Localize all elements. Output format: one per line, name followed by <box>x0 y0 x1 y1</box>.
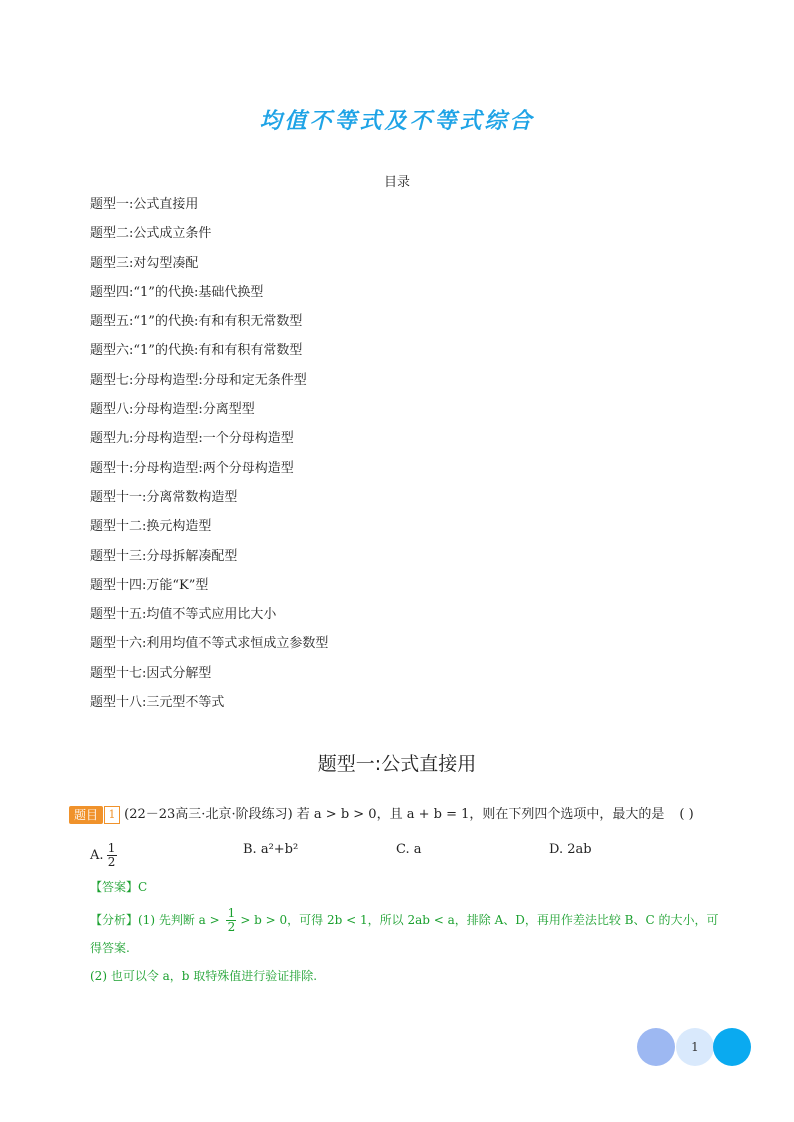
option-c: C. a <box>396 842 422 857</box>
document-title: 均值不等式及不等式综合 <box>259 108 535 134</box>
section-title: 题型一:公式直接用 <box>317 753 477 775</box>
page-decoration-circle <box>713 1028 751 1066</box>
toc-item[interactable]: 题型十四:万能“K”型 <box>90 577 209 593</box>
toc-item[interactable]: 题型十二:换元构造型 <box>90 519 212 535</box>
question-stem <box>69 805 705 825</box>
toc-item[interactable]: 题型二:公式成立条件 <box>90 226 212 242</box>
analysis-text: > b > 0，可得 2b < 1，所以 2ab < a，排除 A、D，再用作差法比较 B、C 的大小，可得答案. <box>90 913 719 955</box>
fraction-numerator: 1 <box>227 906 236 920</box>
toc-item[interactable]: 题型十七:因式分解型 <box>90 665 212 681</box>
analysis-text: 【分析】(1) 先判断 a > <box>90 913 220 927</box>
toc-item[interactable]: 题型十:分母构造型:两个分母构造型 <box>90 460 294 476</box>
analysis-fraction <box>226 907 236 934</box>
page-decoration-circle <box>637 1028 675 1066</box>
toc-heading: 目录 <box>383 175 410 190</box>
option-b: B. a²+b² <box>243 842 299 857</box>
question-number: 1 <box>104 806 120 824</box>
option-a-label: A. <box>90 848 104 863</box>
toc-item[interactable]: 题型十八:三元型不等式 <box>90 695 225 711</box>
answer-text: 【答案】C <box>90 880 148 894</box>
question-text: (22－23高三·北京·阶段练习) 若 a > b > 0，且 a + b = 1，则在下列四个选项中，最大的是 <box>124 807 665 822</box>
toc-item[interactable]: 题型六:“1”的代换:有和有积有常数型 <box>90 343 303 359</box>
fraction <box>107 842 117 869</box>
fraction-numerator: 1 <box>107 841 116 855</box>
toc-item[interactable]: 题型十三:分母拆解凑配型 <box>90 548 238 564</box>
table-of-contents <box>90 196 328 723</box>
fraction-denominator: 2 <box>227 920 236 934</box>
option-d: D. 2ab <box>549 842 592 857</box>
analysis-block <box>90 906 730 990</box>
toc-item[interactable]: 题型九:分母构造型:一个分母构造型 <box>90 431 294 447</box>
toc-item[interactable]: 题型一:公式直接用 <box>90 197 199 212</box>
page-number: 1 <box>691 1040 699 1054</box>
analysis-part2: (2) 也可以令 a，b 取特殊值进行验证排除. <box>90 969 318 983</box>
toc-item[interactable]: 题型十五:均值不等式应用比大小 <box>90 607 277 623</box>
toc-item[interactable]: 题型八:分母构造型:分离型型 <box>90 402 255 418</box>
toc-item[interactable]: 题型七:分母构造型:分母和定无条件型 <box>90 372 307 388</box>
option-a <box>90 842 117 869</box>
answer-blank: ( ) <box>679 807 694 822</box>
toc-item[interactable]: 题型三:对勾型凑配 <box>90 255 199 271</box>
question-badge: 题目 <box>69 806 103 824</box>
analysis-part1 <box>90 906 730 962</box>
toc-item[interactable]: 题型五:“1”的代换:有和有积无常数型 <box>90 314 303 330</box>
toc-item[interactable]: 题型四:“1”的代换:基础代换型 <box>90 284 264 300</box>
fraction-denominator: 2 <box>107 855 116 869</box>
toc-item[interactable]: 题型十六:利用均值不等式求恒成立参数型 <box>90 636 329 652</box>
toc-item[interactable]: 题型十一:分离常数构造型 <box>90 489 238 505</box>
